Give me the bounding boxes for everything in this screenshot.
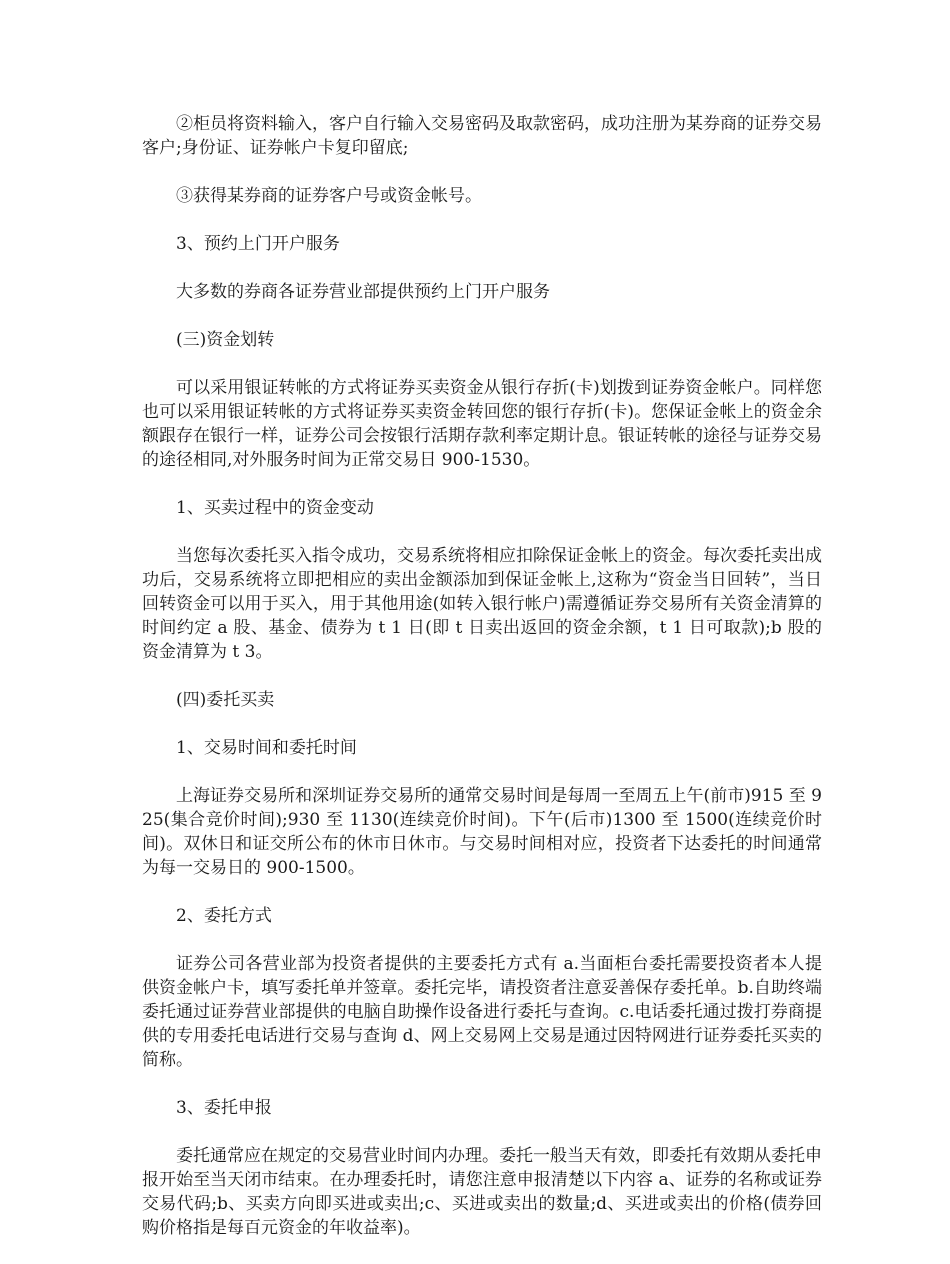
- paragraph-obtain-account: ③获得某券商的证券客户号或资金帐号。: [176, 186, 482, 206]
- paragraph-fund-transfer: 可以采用银证转帐的方式将证券买卖资金从银行存折(卡)划拨到证券资金帐户。同样您也可以采用银证转帐的方式将证券买卖资金转回您的银行存折(卡)。您保证金帐上的资金余额跟存在银行一样，证券公司会按银行活期存款利率定期计息。银证转帐的途径与证券交易的途径相同,对外服务时间为正常交易日 900-1530。: [142, 378, 822, 470]
- heading-onsite-account-service: 3、预约上门开户服务: [176, 234, 340, 254]
- document-body: [142, 112, 822, 1264]
- heading-entrust-declaration: 3、委托申报: [176, 1098, 272, 1118]
- paragraph-onsite-service: 大多数的券商各证券营业部提供预约上门开户服务: [176, 282, 550, 302]
- paragraph-entrust-methods: 证券公司各营业部为投资者提供的主要委托方式有 a.当面柜台委托需要投资者本人提供资金帐户卡，填写委托单并签章。委托完毕，请投资者注意妥善保存委托单。b.自助终端委托通过证券营业部提供的电脑自助操作设备进行委托与查询。c.电话委托通过拨打券商提供的专用委托电话进行交易与查询 d、网上交易网上交易是通过因特网进行证券委托买卖的简称。: [142, 954, 822, 1070]
- paragraph-counter-registration: ②柜员将资料输入，客户自行输入交易密码及取款密码，成功注册为某券商的证券交易客户;身份证、证券帐户卡复印留底;: [142, 114, 822, 158]
- heading-fund-transfer: (三)资金划转: [176, 330, 275, 350]
- paragraph-trading-hours: 上海证券交易所和深圳证券交易所的通常交易时间是每周一至周五上午(前市)915 至 925(集合竞价时间);930 至 1130(连续竞价时间)。下午(后市)1300 至 1500(连续竞价时间)。双休日和证交所公布的休市日休市。与交易时间相对应，投资者下达委托的时间通常为每一交易日的 900-1500。: [142, 786, 822, 878]
- heading-entrusted-trading: (四)委托买卖: [176, 690, 275, 710]
- heading-trading-hours: 1、交易时间和委托时间: [176, 738, 357, 758]
- paragraph-fund-changes: 当您每次委托买入指令成功，交易系统将相应扣除保证金帐上的资金。每次委托卖出成功后，交易系统将立即把相应的卖出金额添加到保证金帐上,这称为“资金当日回转”，当日回转资金可以用于买入，用于其他用途(如转入银行帐户)需遵循证券交易所有关资金清算的时间约定 a 股、基金、债券为 t 1 日(即 t 日卖出返回的资金余额，t 1 日可取款);b 股的资金清算为 t 3。: [142, 546, 822, 662]
- heading-fund-changes: 1、买卖过程中的资金变动: [176, 498, 374, 518]
- paragraph-entrust-declaration: 委托通常应在规定的交易营业时间内办理。委托一般当天有效，即委托有效期从委托申报开始至当天闭市结束。在办理委托时，请您注意申报清楚以下内容 a、证券的名称或证券交易代码;b、买卖方向即买进或卖出;c、买进或卖出的数量;d、买进或卖出的价格(债券回购价格指是每百元资金的年收益率)。: [142, 1146, 822, 1238]
- heading-entrust-methods: 2、委托方式: [176, 906, 272, 926]
